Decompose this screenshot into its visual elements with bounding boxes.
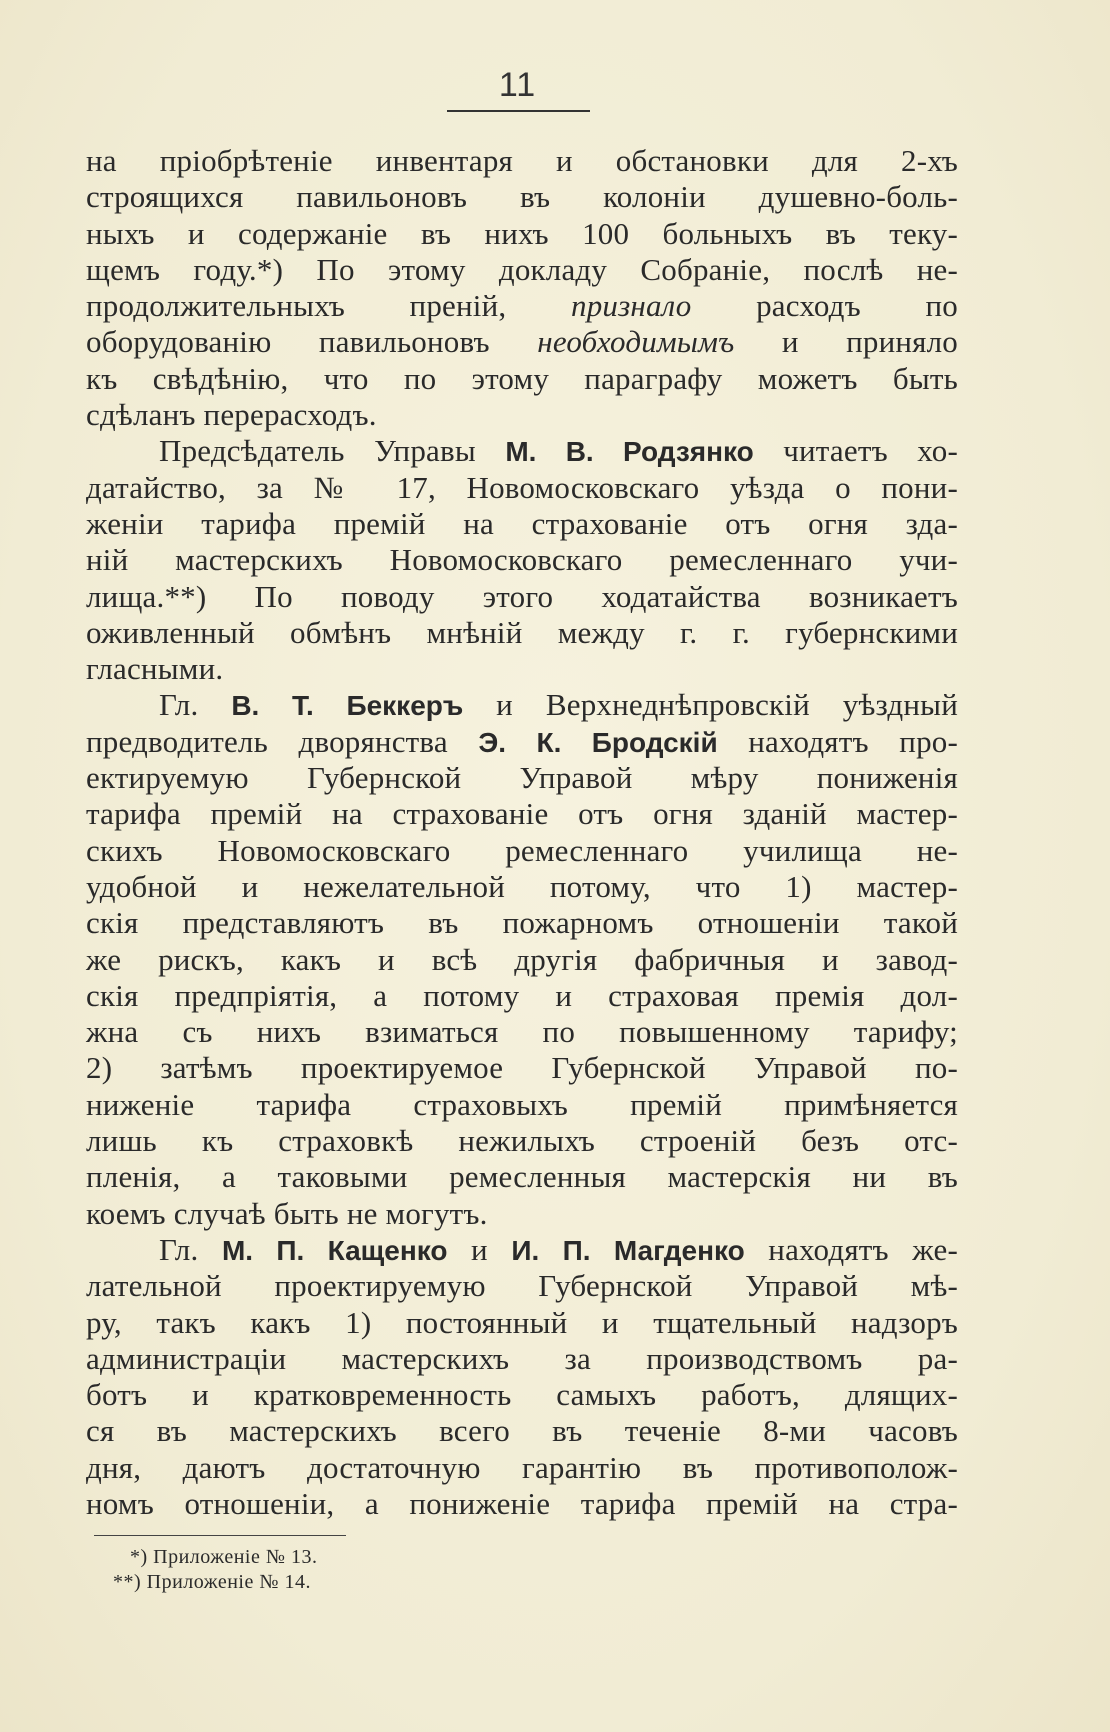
text-line: [86, 1196, 958, 1232]
emphasis-text: необходимымъ: [537, 324, 735, 360]
text-line: [86, 724, 958, 760]
text-segment: тарифа премій на страхованіе отъ огня зданій мастер-: [86, 796, 958, 832]
footnote: *) Приложеніе № 13.: [130, 1546, 318, 1568]
text-segment: щемъ году.*) По этому докладу Собраніе, послѣ не-: [86, 251, 958, 287]
footnote: **) Приложеніе № 14.: [113, 1571, 311, 1593]
body-text: [86, 143, 958, 1522]
text-line: [86, 1014, 958, 1050]
text-segment: Предсѣдатель Управы: [159, 433, 506, 469]
text-segment: строящихся павильоновъ въ колоніи душевно-боль-: [86, 179, 958, 215]
text-segment: къ свѣдѣнію, что по этому параграфу можетъ быть: [86, 360, 958, 396]
text-line: [86, 942, 958, 978]
text-line: [86, 1159, 958, 1195]
text-segment: оборудованію павильоновъ: [86, 324, 538, 360]
text-segment: администраціи мастерскихъ за производствомъ ра-: [86, 1340, 958, 1376]
header-rule: [447, 110, 590, 112]
text-line: [86, 579, 958, 615]
text-segment: же рискъ, какъ и всѣ другія фабричныя и завод-: [86, 941, 958, 977]
text-segment: лища.**) По поводу этого ходатайства возникаетъ: [86, 578, 958, 614]
text-segment: сдѣланъ перерасходъ.: [86, 397, 377, 433]
text-line: [86, 1268, 958, 1304]
text-segment: Гл.: [159, 1231, 222, 1267]
text-segment: находятъ про-: [717, 723, 958, 759]
text-segment: датайство, за № 17, Новомосковскаго уѣзда о пони-: [86, 469, 958, 505]
text-segment: продолжительныхъ преній,: [86, 288, 571, 324]
text-line: [86, 1413, 958, 1449]
text-line: [86, 324, 958, 360]
text-segment: ботъ и кратковременность самыхъ работъ, длящих-: [86, 1377, 958, 1413]
text-line: [86, 687, 958, 723]
text-line: [86, 179, 958, 215]
text-segment: оживленный обмѣнъ мнѣній между г. г. губернскими: [86, 614, 958, 650]
text-line: [86, 978, 958, 1014]
text-segment: ся въ мастерскихъ всего въ теченіе 8-ми часовъ: [86, 1413, 958, 1449]
text-line: [86, 651, 958, 687]
text-line: [86, 796, 958, 832]
text-segment: лательной проектируемую Губернской Управой мѣ-: [86, 1268, 958, 1304]
text-segment: ру, такъ какъ 1) постоянный и тщательный надзоръ: [86, 1304, 958, 1340]
text-segment: находятъ же-: [744, 1231, 958, 1267]
person-name: М. П. Кащенко: [221, 1234, 448, 1266]
text-line: [86, 470, 958, 506]
text-line: [86, 542, 958, 578]
text-segment: женіи тарифа премій на страхованіе отъ огня зда-: [86, 505, 958, 541]
text-segment: скія представляютъ въ пожарномъ отношеніи такой: [86, 905, 958, 941]
text-segment: пленія, а таковыми ремесленныя мастерскія ни въ: [86, 1159, 958, 1195]
text-segment: гласными.: [86, 651, 224, 687]
text-line: [86, 252, 958, 288]
text-segment: номъ отношеніи, а пониженіе тарифа премій на стра-: [86, 1485, 958, 1521]
text-line: [86, 905, 958, 941]
text-segment: дня, даютъ достаточную гарантію въ противополож-: [86, 1449, 958, 1485]
text-line: [86, 1050, 958, 1086]
text-segment: 2) затѣмъ проектируемое Губернской Управой по-: [86, 1050, 958, 1086]
text-line: [86, 1486, 958, 1522]
text-segment: на пріобрѣтеніе инвентаря и обстановки для 2-хъ: [86, 143, 958, 178]
text-line: [86, 833, 958, 869]
text-segment: читаетъ хо-: [753, 433, 958, 469]
text-line: [86, 288, 958, 324]
person-name: Э. К. Бродскій: [478, 726, 718, 758]
footnotes: [113, 1545, 513, 1595]
person-name: В. Т. Беккеръ: [231, 690, 464, 722]
text-segment: и приняло: [734, 324, 958, 360]
text-segment: скихъ Новомосковскаго ремесленнаго училища не-: [86, 832, 958, 868]
text-line: [86, 433, 958, 469]
text-segment: Гл.: [159, 687, 232, 723]
text-segment: ній мастерскихъ Новомосковскаго ремесленнаго учи-: [86, 542, 958, 578]
page-number: 11: [498, 66, 537, 104]
text-line: [86, 143, 958, 179]
text-line: [86, 506, 958, 542]
text-line: [86, 1232, 958, 1268]
text-segment: коемъ случаѣ быть не могутъ.: [86, 1195, 488, 1231]
emphasis-text: признало: [571, 288, 692, 324]
text-line: [86, 397, 958, 433]
text-segment: удобной и нежелательной потому, что 1) мастер-: [86, 868, 958, 904]
text-segment: и: [447, 1231, 512, 1267]
text-line: [86, 1450, 958, 1486]
text-segment: и Верхнеднѣпровскій уѣздный: [463, 687, 958, 723]
text-line: [86, 216, 958, 252]
text-segment: жна съ нихъ взиматься по повышенному тарифу;: [86, 1014, 958, 1050]
text-line: [86, 869, 958, 905]
text-line: [86, 760, 958, 796]
footnote-rule: [94, 1535, 346, 1536]
text-segment: предводитель дворянства: [86, 723, 479, 759]
text-line: [86, 1305, 958, 1341]
text-line: [86, 361, 958, 397]
text-line: [86, 1341, 958, 1377]
text-line: [86, 615, 958, 651]
text-segment: ектируемую Губернской Управой мѣру пониженія: [86, 760, 958, 796]
text-segment: скія предпріятія, а потому и страховая премія дол-: [86, 977, 958, 1013]
person-name: И. П. Магденко: [511, 1234, 745, 1266]
text-segment: ныхъ и содержаніе въ нихъ 100 больныхъ въ теку-: [86, 215, 958, 251]
text-segment: расходъ по: [691, 288, 958, 324]
text-line: [86, 1123, 958, 1159]
text-line: [86, 1087, 958, 1123]
text-segment: ниженіе тарифа страховыхъ премій примѣняется: [86, 1086, 958, 1122]
text-segment: лишь къ страховкѣ нежилыхъ строеній безъ отс-: [86, 1123, 958, 1159]
text-line: [86, 1377, 958, 1413]
person-name: М. В. Родзянко: [505, 436, 754, 468]
